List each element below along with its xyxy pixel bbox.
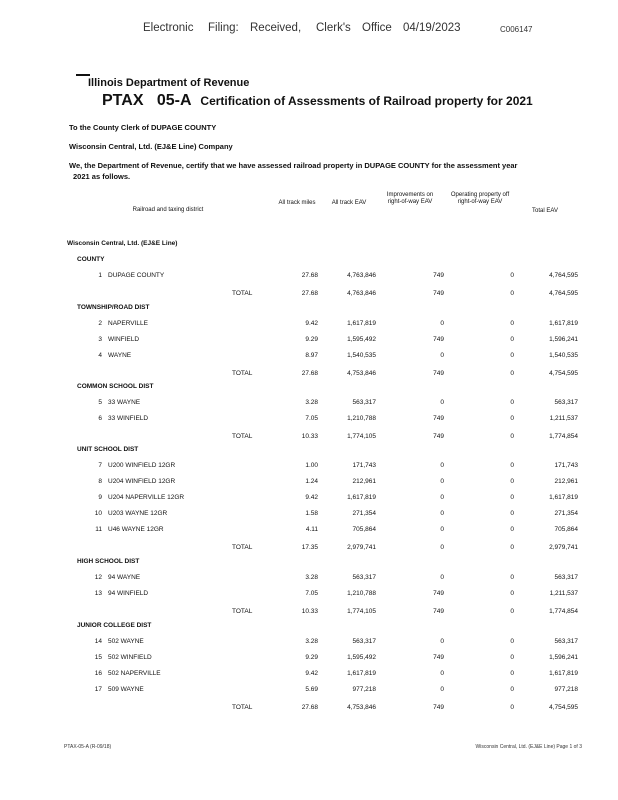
operating-eav: 0	[510, 670, 514, 677]
col-district-header: Railroad and taxing district	[132, 207, 204, 213]
col-miles-header: All track miles	[278, 200, 316, 206]
total-operating: 0	[510, 290, 514, 297]
row-number: 5	[98, 399, 102, 406]
improvements-eav: 749	[433, 415, 444, 422]
stamp-office: Office	[362, 22, 392, 34]
improvements-eav: 0	[440, 494, 444, 501]
total-improvements: 749	[433, 370, 444, 377]
row-number: 9	[98, 494, 102, 501]
footer-form-id: PTAX-05-A (R-09/18)	[64, 744, 112, 750]
total-improvements: 749	[433, 433, 444, 440]
total-eav: 1,211,537	[549, 415, 578, 422]
track-eav: 563,317	[352, 399, 376, 406]
total-track-eav: 1,774,105	[347, 433, 376, 440]
total-miles: 27.68	[301, 370, 318, 377]
to-county: To the County Clerk of DUPAGE COUNTY	[69, 123, 217, 132]
total-miles: 10.33	[301, 608, 318, 615]
track-eav: 1,617,819	[347, 670, 376, 677]
operating-eav: 0	[510, 494, 514, 501]
track-miles: 1.24	[305, 478, 318, 485]
table-row	[0, 638, 618, 650]
table-row	[0, 399, 618, 411]
total-eav: 1,596,241	[549, 654, 578, 661]
district-name: DUPAGE COUNTY	[108, 272, 165, 279]
total-eav: 1,617,819	[549, 494, 578, 501]
form-title	[102, 92, 533, 110]
total-miles: 27.68	[301, 704, 318, 711]
row-number: 11	[95, 526, 102, 533]
track-eav: 4,763,846	[347, 272, 376, 279]
improvements-eav: 0	[440, 352, 444, 359]
row-number: 15	[94, 654, 102, 661]
track-eav: 1,210,788	[347, 590, 376, 597]
total-row	[0, 433, 618, 445]
total-label: TOTAL	[232, 704, 253, 711]
track-miles: 9.42	[305, 320, 318, 327]
track-miles: 7.05	[305, 590, 318, 597]
track-eav: 1,540,535	[347, 352, 376, 359]
total-eav-sum: 4,754,595	[549, 370, 578, 377]
total-label: TOTAL	[232, 370, 253, 377]
table-row	[0, 320, 618, 332]
improvements-eav: 0	[440, 670, 444, 677]
section-heading: UNIT SCHOOL DIST	[77, 446, 139, 453]
row-number: 16	[94, 670, 102, 677]
improvements-eav: 0	[440, 399, 444, 406]
improvements-eav: 0	[440, 638, 444, 645]
track-miles: 9.29	[305, 336, 318, 343]
operating-eav: 0	[510, 336, 514, 343]
total-eav: 1,211,537	[549, 590, 578, 597]
operating-eav: 0	[510, 510, 514, 517]
district-name: WINFIELD	[108, 336, 140, 343]
improvements-eav: 0	[440, 686, 444, 693]
track-miles: 3.28	[305, 638, 318, 645]
table-row	[0, 686, 618, 698]
improvements-eav: 0	[440, 526, 444, 533]
track-miles: 4.11	[305, 526, 318, 533]
track-miles: 9.42	[305, 494, 318, 501]
operating-eav: 0	[510, 686, 514, 693]
row-number: 7	[98, 462, 102, 469]
footer-page-info: Wisconsin Central, Ltd. (EJ&E Line) Page 1 of 3	[475, 744, 582, 750]
row-number: 12	[94, 574, 102, 581]
total-label: TOTAL	[232, 544, 253, 551]
operating-eav: 0	[510, 320, 514, 327]
total-eav-sum: 1,774,854	[549, 608, 578, 615]
table-row	[0, 415, 618, 427]
track-eav: 563,317	[352, 574, 376, 581]
track-miles: 1.58	[305, 510, 318, 517]
track-eav: 271,354	[352, 510, 376, 517]
improvements-eav: 749	[433, 336, 444, 343]
total-operating: 0	[510, 704, 514, 711]
total-miles: 10.33	[301, 433, 318, 440]
district-name: WAYNE	[108, 352, 132, 359]
table-row	[0, 590, 618, 602]
total-eav: 1,596,241	[549, 336, 578, 343]
form-code: PTAX	[102, 92, 144, 109]
row-number: 14	[94, 638, 102, 645]
row-number: 1	[98, 272, 102, 279]
total-operating: 0	[510, 608, 514, 615]
operating-eav: 0	[510, 415, 514, 422]
table-row	[0, 510, 618, 522]
track-miles: 27.68	[301, 272, 318, 279]
col-total-header: Total EAV	[532, 208, 558, 214]
improvements-eav: 0	[440, 320, 444, 327]
track-miles: 7.05	[305, 415, 318, 422]
table-row	[0, 494, 618, 506]
table-row	[0, 574, 618, 586]
stamp-received: Received,	[250, 22, 302, 34]
operating-eav: 0	[510, 272, 514, 279]
row-number: 10	[94, 510, 102, 517]
district-name: 94 WINFIELD	[108, 590, 149, 597]
total-improvements: 749	[433, 290, 444, 297]
total-eav: 1,617,819	[549, 670, 578, 677]
track-eav: 705,864	[352, 526, 376, 533]
stamp-clerks: Clerk's	[316, 22, 351, 34]
table-row	[0, 670, 618, 682]
district-name: U46 WAYNE 12GR	[108, 526, 164, 533]
improvements-eav: 0	[440, 574, 444, 581]
railroad-name: Wisconsin Central, Ltd. (EJ&E Line)	[67, 240, 178, 247]
section-heading: HIGH SCHOOL DIST	[77, 558, 140, 565]
col-operating-header: Operating property off right-of-way EAV	[450, 192, 510, 205]
row-number: 3	[98, 336, 102, 343]
total-improvements: 749	[433, 608, 444, 615]
total-label: TOTAL	[232, 290, 253, 297]
row-number: 2	[98, 320, 102, 327]
total-improvements: 749	[433, 704, 444, 711]
track-miles: 3.28	[305, 399, 318, 406]
district-name: U203 WAYNE 12GR	[108, 510, 168, 517]
operating-eav: 0	[510, 462, 514, 469]
cert-line-1: We, the Department of Revenue, certify that we have assessed railroad property in DUPAGE COUNTY for the assessment year	[69, 161, 518, 170]
total-row	[0, 704, 618, 716]
company-name: Wisconsin Central, Ltd. (EJ&E Line) Company	[69, 142, 233, 151]
department-name: Illinois Department of Revenue	[88, 77, 250, 89]
row-number: 13	[94, 590, 102, 597]
district-name: U204 WINFIELD 12GR	[108, 478, 176, 485]
operating-eav: 0	[510, 352, 514, 359]
district-name: 502 WINFIELD	[108, 654, 152, 661]
table-row	[0, 272, 618, 284]
operating-eav: 0	[510, 654, 514, 661]
total-eav: 1,617,819	[549, 320, 578, 327]
header-dash	[76, 74, 90, 76]
row-number: 6	[98, 415, 102, 422]
track-eav: 563,317	[352, 638, 376, 645]
total-row	[0, 608, 618, 620]
track-eav: 1,595,492	[347, 336, 376, 343]
table-row	[0, 526, 618, 538]
district-name: 33 WAYNE	[108, 399, 141, 406]
total-miles: 17.35	[301, 544, 318, 551]
cert-line-2: 2021 as follows.	[73, 172, 131, 181]
district-name: 502 NAPERVILLE	[108, 670, 161, 677]
track-eav: 1,617,819	[347, 320, 376, 327]
district-name: 502 WAYNE	[108, 638, 144, 645]
total-track-eav: 1,774,105	[347, 608, 376, 615]
total-improvements: 0	[440, 544, 444, 551]
row-number: 17	[94, 686, 102, 693]
total-track-eav: 4,753,846	[347, 370, 376, 377]
track-miles: 3.28	[305, 574, 318, 581]
total-row	[0, 290, 618, 302]
operating-eav: 0	[510, 574, 514, 581]
total-eav-sum: 2,979,741	[549, 544, 578, 551]
track-eav: 212,961	[352, 478, 376, 485]
form-subtitle: Certification of Assessments of Railroad property for 2021	[200, 94, 533, 108]
improvements-eav: 0	[440, 510, 444, 517]
total-track-eav: 2,979,741	[347, 544, 376, 551]
operating-eav: 0	[510, 590, 514, 597]
total-operating: 0	[510, 544, 514, 551]
section-heading: COMMON SCHOOL DIST	[77, 383, 154, 390]
track-miles: 1.00	[305, 462, 318, 469]
district-name: U204 NAPERVILLE 12GR	[108, 494, 185, 501]
stamp-doc-id: C006147	[500, 25, 533, 34]
track-eav: 1,210,788	[347, 415, 376, 422]
col-improvements-header: Improvements on right-of-way EAV	[386, 192, 434, 205]
stamp-electronic: Electronic	[143, 22, 194, 34]
col-eav-header: All track EAV	[331, 200, 367, 206]
district-name: U200 WINFIELD 12GR	[108, 462, 176, 469]
total-eav: 171,743	[554, 462, 578, 469]
section-heading: TOWNSHIP/ROAD DIST	[77, 304, 150, 311]
total-eav: 563,317	[554, 638, 578, 645]
total-eav: 4,764,595	[549, 272, 578, 279]
total-row	[0, 544, 618, 556]
total-operating: 0	[510, 370, 514, 377]
district-name: NAPERVILLE	[108, 320, 148, 327]
section-heading: COUNTY	[77, 256, 105, 263]
track-eav: 171,743	[352, 462, 376, 469]
total-eav-sum: 4,764,595	[549, 290, 578, 297]
total-eav: 977,218	[554, 686, 578, 693]
section-heading: JUNIOR COLLEGE DIST	[77, 622, 152, 629]
form-number: 05-A	[156, 92, 192, 109]
operating-eav: 0	[510, 478, 514, 485]
district-name: 509 WAYNE	[108, 686, 144, 693]
total-eav: 1,540,535	[549, 352, 578, 359]
track-miles: 5.69	[305, 686, 318, 693]
track-eav: 1,595,492	[347, 654, 376, 661]
table-row	[0, 654, 618, 666]
total-row	[0, 370, 618, 382]
total-eav-sum: 1,774,854	[549, 433, 578, 440]
track-eav: 977,218	[352, 686, 376, 693]
track-miles: 9.29	[305, 654, 318, 661]
operating-eav: 0	[510, 638, 514, 645]
improvements-eav: 0	[440, 462, 444, 469]
district-name: 94 WAYNE	[108, 574, 141, 581]
total-eav: 563,317	[554, 574, 578, 581]
track-miles: 9.42	[305, 670, 318, 677]
total-eav-sum: 4,754,595	[549, 704, 578, 711]
improvements-eav: 749	[433, 654, 444, 661]
total-eav: 563,317	[554, 399, 578, 406]
total-miles: 27.68	[301, 290, 318, 297]
operating-eav: 0	[510, 526, 514, 533]
table-row	[0, 478, 618, 490]
total-eav: 212,961	[554, 478, 578, 485]
table-row	[0, 462, 618, 474]
district-name: 33 WINFIELD	[108, 415, 149, 422]
stamp-filing: Filing:	[208, 22, 239, 34]
total-label: TOTAL	[232, 433, 253, 440]
improvements-eav: 749	[433, 590, 444, 597]
improvements-eav: 0	[440, 478, 444, 485]
total-operating: 0	[510, 433, 514, 440]
operating-eav: 0	[510, 399, 514, 406]
total-eav: 705,864	[554, 526, 578, 533]
track-eav: 1,617,819	[347, 494, 376, 501]
improvements-eav: 749	[433, 272, 444, 279]
row-number: 4	[98, 352, 102, 359]
row-number: 8	[98, 478, 102, 485]
total-eav: 271,354	[554, 510, 578, 517]
stamp-date: 04/19/2023	[403, 22, 461, 34]
table-row	[0, 336, 618, 348]
total-track-eav: 4,753,846	[347, 704, 376, 711]
track-miles: 8.97	[305, 352, 318, 359]
total-track-eav: 4,763,846	[347, 290, 376, 297]
total-label: TOTAL	[232, 608, 253, 615]
table-row	[0, 352, 618, 364]
